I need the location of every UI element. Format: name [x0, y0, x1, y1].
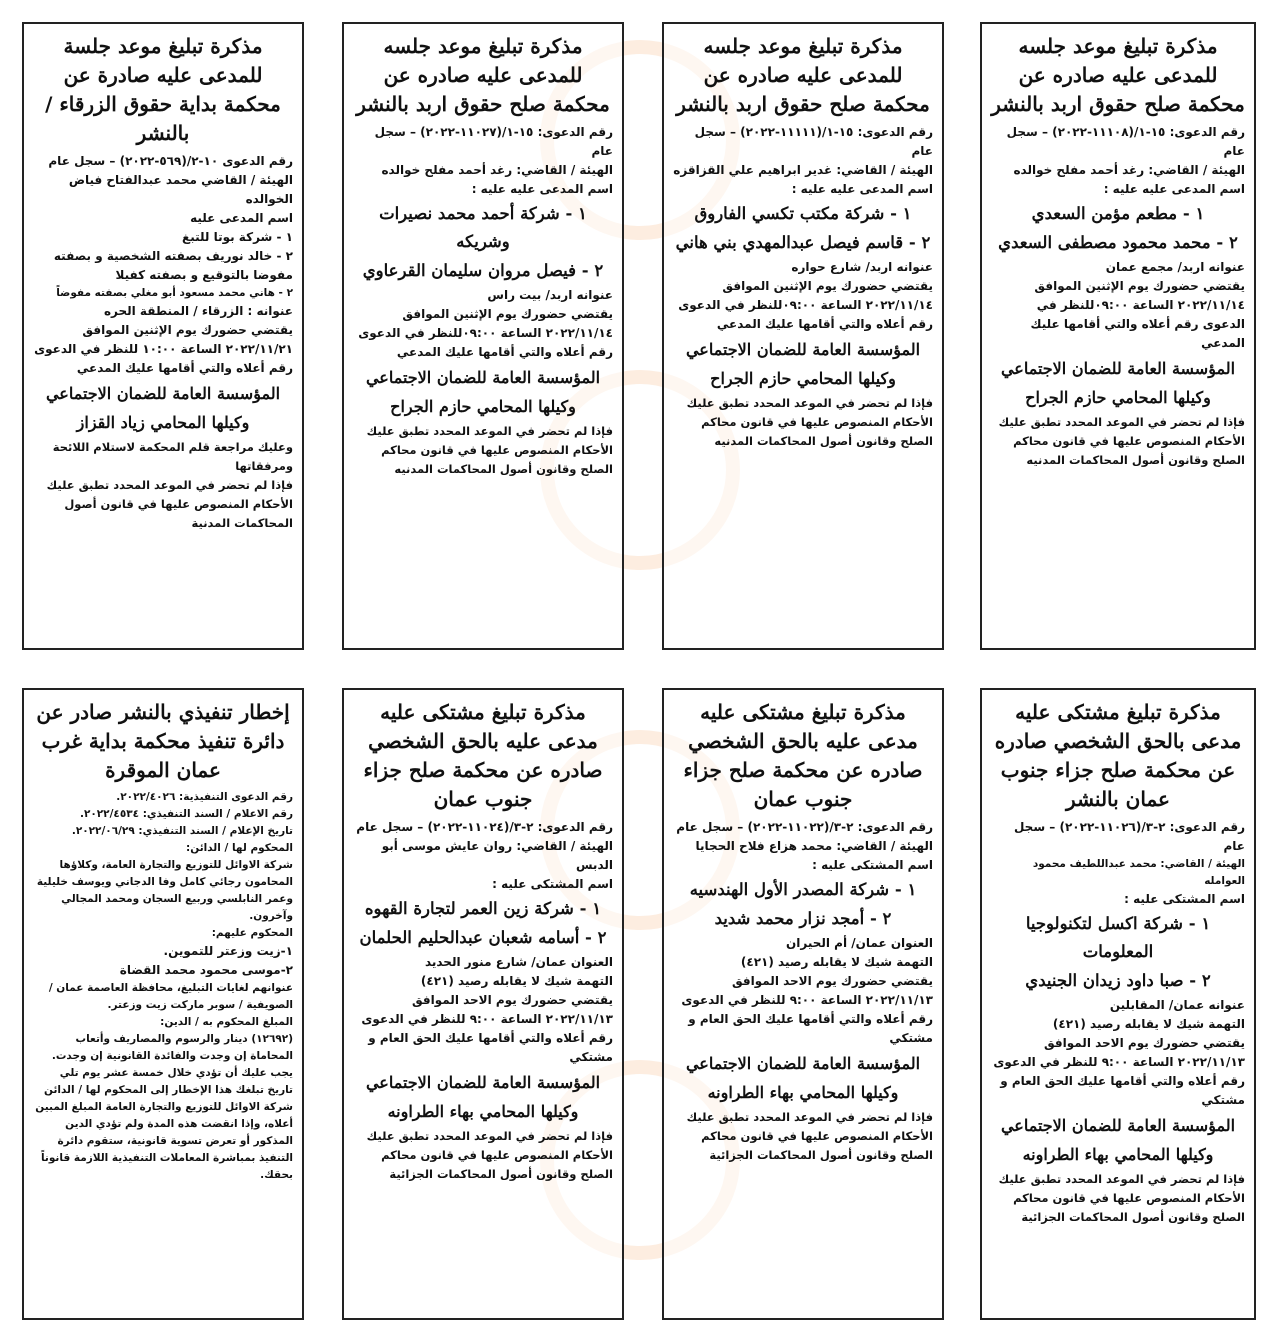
notice-line: اسم المشتكى عليه :	[1124, 892, 1245, 906]
notice-line: اسم المدعى عليه عليه :	[1103, 182, 1245, 196]
notice-line: العنوان عمان/ شارع منور الحديد	[424, 955, 613, 969]
notice-line: اسم المدعى عليه عليه :	[471, 182, 613, 196]
notice-box-1	[980, 22, 1256, 650]
notice-line: عنوانه : الزرقاء / المنطقة الحره	[103, 304, 293, 318]
notice-line: وكيلها المحامي حازم الجراح	[1025, 388, 1211, 407]
notice-line: ١ - شركة بوتا للتبغ	[182, 230, 293, 244]
notice-line: التهمة شيك لا يقابله رصيد (٤٢١)	[740, 955, 933, 969]
notice-line: ١-زيت وزعتر للتموين.	[163, 944, 293, 958]
notice-line: عنوانه اربد/ شارع حواره	[791, 260, 933, 274]
notice-line: رقم الدعوى: ٢-٣/(١١٠٢٤-٢٠٢٢) – سجل عام	[356, 820, 613, 834]
notice-line: عنوانهم لغايات التبليغ، محافظة العاصمة عمان / الصويفية / سوبر ماركت زيت وزعتر.	[48, 982, 293, 1011]
notice-line: ٢ - أمجد نزار محمد شديد	[714, 909, 892, 928]
notice-line: رقم الدعوى: ٢-٣/(١١٠٢٦-٢٠٢٢) – سجل عام	[1013, 820, 1245, 853]
notice-line: يقتضي حضورك يوم الإثنين الموافق ٢٠٢٢/١١/٢١ الساعة ١٠:٠٠ للنظر في الدعوى رقم أعلاه والتي أقامها عليك المدعي	[34, 323, 293, 375]
notice-line: ٢ - قاسم فيصل عبدالمهدي بني هاني	[675, 233, 931, 252]
notice-line: يقتضي حضورك يوم الإثنين الموافق ٢٠٢٢/١١/١٤ الساعة ٠٩:٠٠للنظر في الدعوى رقم أعلاه والتي أقامها عليك المدعي	[358, 307, 613, 359]
notice-line: يقتضي حضورك يوم الإثنين الموافق ٢٠٢٢/١١/١٤ الساعة ٠٩:٠٠للنظر في الدعوى رقم أعلاه والتي أقامها عليك المدعي	[1030, 279, 1245, 350]
notice-line: فإذا لم تحضر في الموعد المحدد تطبق عليك الأحكام المنصوص عليها في قانون محاكم الصلح وقانون أصول المحاكمات المدنيه	[366, 424, 613, 476]
notice-line: ١ - شركة أحمد محمد نصيرات وشريكه	[379, 204, 587, 251]
notice-line: يقتضي حضورك يوم الإثنين الموافق ٢٠٢٢/١١/١٤ الساعة ٠٩:٠٠للنظر في الدعوى رقم أعلاه والتي أقامها عليك المدعي	[678, 279, 933, 331]
notice-line: فإذا لم تحضر في الموعد المحدد تطبق عليك الأحكام المنصوص عليها في قانون محاكم الصلح وقانون أصول المحاكمات الجزائية	[686, 1110, 933, 1162]
notice-line: الهيئة / القاضي: محمد عبداللطيف محمود العوامله	[1032, 858, 1245, 887]
notice-line: فإذا لم تحضر في الموعد المحدد تطبق عليك الأحكام المنصوص عليها في قانون أصول المحاكمات المدنية	[46, 478, 293, 530]
notice-box-3	[342, 22, 624, 650]
notice-line: ٢ - صبا داود زيدان الجنيدي	[1025, 971, 1211, 990]
notice-title: إخطار تنفيذي بالنشر صادر عن دائرة تنفيذ محكمة بداية غرب عمان الموقرة	[36, 700, 290, 782]
notice-line: عنوانه اربد/ مجمع عمان	[1105, 260, 1245, 274]
notice-line: وكيلها المحامي زياد القزاز	[76, 413, 250, 432]
notice-line: يقتضي حضورك يوم الاحد الموافق ٢٠٢٢/١١/١٣ الساعة ٩:٠٠ للنظر في الدعوى رقم أعلاه والتي أقامها عليك الحق العام و مشتكي	[361, 993, 613, 1064]
notice-line: اسم المدعى عليه	[190, 211, 293, 225]
notice-title: مذكرة تبليغ موعد جلسه للمدعى عليه صادره عن محكمة صلح حقوق اربد بالنشر	[676, 34, 930, 116]
notice-line: ١ - شركة المصدر الأول الهندسيه	[689, 880, 917, 899]
notice-line: رقم الدعوى: ١٥-١/(١١٠٢٧-٢٠٢٢) – سجل عام	[374, 125, 613, 158]
notice-line: ٢ - خالد نوريف بصفته الشخصية و بصفته مفوضا بالتوقيع و بصفته كفيلا	[53, 249, 293, 282]
notice-title: مذكرة تبليغ مشتكى عليه مدعى عليه بالحق الشخصي صادره عن محكمة صلح جزاء جنوب عمان	[683, 700, 923, 811]
notice-line: التهمة شيك لا يقابله رصيد (٤٢١)	[420, 974, 613, 988]
notice-line: ١ - شركة اكسل لتكنولوجيا المعلومات	[1025, 914, 1211, 961]
notice-line: رقم الاعلام / السند التنفيذي: ٢٠٢٢/٤٥٣٤.	[79, 808, 293, 820]
notice-line: الهيئة / القاضي: رغد أحمد مفلح خوالده	[381, 163, 613, 177]
notice-line: رقم الدعوى: ٢-٣/(١١٠٢٢-٢٠٢٢) – سجل عام	[676, 820, 933, 834]
notice-box-8	[22, 688, 304, 1320]
notice-line: رقم الدعوى: ١٥-١/(١١١٠٨-٢٠٢٢) – سجل عام	[1006, 125, 1245, 158]
notice-line: المؤسسة العامة للضمان الاجتماعي	[365, 1073, 601, 1092]
notice-box-7	[342, 688, 624, 1320]
notice-line: المؤسسة العامة للضمان الاجتماعي	[1000, 359, 1236, 378]
notice-line: ٢ - أسامه شعبان عبدالحليم الحلمان	[359, 928, 607, 947]
notice-line: المبلغ المحكوم به / الدين:	[160, 1016, 293, 1028]
notice-line: الهيئة / القاضي: غدير ابراهيم علي القزاقزه	[673, 163, 933, 177]
notice-line: رقم الدعوى: ١٥-١/(١١١١١-٢٠٢٢) – سجل عام	[694, 125, 933, 158]
notice-line: المؤسسة العامة للضمان الاجتماعي	[685, 1054, 921, 1073]
notice-line: المؤسسة العامة للضمان الاجتماعي	[685, 340, 921, 359]
notice-box-6	[662, 688, 944, 1320]
notice-line: ٢ - هاني محمد مسعود أبو مغلي بصفته مفوضاً	[56, 287, 293, 299]
notice-box-4	[22, 22, 304, 650]
notice-line: وكيلها المحامي حازم الجراح	[390, 397, 576, 416]
notice-line: الهيئة / القاضي محمد عبدالفتاح فياض الخوالده	[68, 173, 293, 206]
notice-line: فإذا لم تحضر في الموعد المحدد تطبق عليك الأحكام المنصوص عليها في قانون محاكم الصلح وقانون أصول المحاكمات المدنيه	[686, 396, 933, 448]
notice-line: الهيئة / القاضي: رغد أحمد مفلح خوالده	[1013, 163, 1245, 177]
notice-line: وكيلها المحامي حازم الجراح	[710, 369, 896, 388]
notice-line: ١ - شركة زين العمر لتجارة القهوه	[364, 899, 602, 918]
notice-box-5	[980, 688, 1256, 1320]
notice-title: مذكرة تبليغ موعد جلسه للمدعى عليه صادره عن محكمة صلح حقوق اربد بالنشر	[991, 34, 1245, 116]
notice-line: ١ - شركة مكتب تكسي الفاروق	[694, 204, 912, 223]
notice-title: مذكرة تبليغ موعد جلسه للمدعى عليه صادره عن محكمة صلح حقوق اربد بالنشر	[356, 34, 610, 116]
notice-line: وكيلها المحامي بهاء الطراونه	[387, 1102, 579, 1121]
notice-line: اسم المدعى عليه عليه :	[791, 182, 933, 196]
notice-line: المؤسسة العامة للضمان الاجتماعي	[45, 384, 281, 403]
notice-line: المؤسسة العامة للضمان الاجتماعي	[365, 368, 601, 387]
notice-line: تاريخ الإعلام / السند التنفيذي: ٢٠٢٢/٠٦/٢٩.	[71, 825, 293, 837]
notice-line: اسم المشتكى عليه :	[812, 858, 933, 872]
notice-line: عنوانه اربد/ بيت راس	[487, 288, 613, 302]
notice-line: المؤسسة العامة للضمان الاجتماعي	[1000, 1116, 1236, 1135]
notice-title: مذكرة تبليغ موعد جلسة للمدعى عليه صادرة عن محكمة بداية حقوق الزرقاء / بالنشر	[45, 34, 281, 145]
notice-line: يجب عليك أن تؤدي خلال خمسة عشر يوم تلي تاريخ تبلغك هذا الإخطار إلى المحكوم لها / الدائن شركة الاوائل للتوزيع والتجارة العامة المبلغ المبين أعلاه، وإذا انقضت هذه المدة ولم تؤدي الدين المذكور أو تعرض تسوية قانونية، ستقوم دائرة التنفيذ بمباشرة المعاملات التنفيذية اللازمة قانوناً بحقك.	[35, 1067, 293, 1181]
notice-line: ٢ - محمد محمود مصطفى السعدي	[998, 233, 1238, 252]
notice-line: يقتضي حضورك يوم الاحد الموافق ٢٠٢٢/١١/١٣ الساعة ٩:٠٠ للنظر في الدعوى رقم أعلاه والتي أقامها عليك الحق العام و مشتكي	[993, 1036, 1245, 1107]
notice-title: مذكرة تبليغ مشتكى عليه مدعى بالحق الشخصي صادره عن محكمة صلح جزاء جنوب عمان بالنشر	[994, 700, 1242, 811]
notice-line: الهيئة / القاضي: روان عايش موسى أبو الدبس	[381, 839, 613, 872]
notice-line: رقم الدعوى ١٠-٢/(٥٦٩-٢٠٢٢) – سجل عام	[48, 154, 293, 168]
notice-line: العنوان عمان/ أم الحيران	[786, 936, 933, 950]
notice-line: التهمة شيك لا يقابله رصيد (٤٢١)	[1052, 1017, 1245, 1031]
notice-line: عنوانه عمان/ المقابلين	[1109, 998, 1245, 1012]
notice-line: ٢ - فيصل مروان سليمان القرعاوي	[362, 261, 604, 280]
notice-title: مذكرة تبليغ مشتكى عليه مدعى عليه بالحق الشخصي صادره عن محكمة صلح جزاء جنوب عمان	[363, 700, 603, 811]
notice-line: اسم المشتكى عليه :	[492, 877, 613, 891]
notice-line: شركة الاوائل للتوزيع والتجارة العامة، وكلاؤها المحامون رجائي كامل وفا الدجاني ويوسف خليلية وعمر النابلسي وربيع السجان ومحمد المجالي وآخرون.	[36, 859, 293, 922]
notice-line: ٢-موسى محمود محمد القضاة	[119, 963, 293, 977]
notice-line: فإذا لم تحضر في الموعد المحدد تطبق عليك الأحكام المنصوص عليها في قانون محاكم الصلح وقانون أصول المحاكمات الجزائية	[998, 1172, 1245, 1224]
notice-line: فإذا لم تحضر في الموعد المحدد تطبق عليك الأحكام المنصوص عليها في قانون محاكم الصلح وقانون أصول المحاكمات الجزائية	[366, 1129, 613, 1181]
notice-line: المحكوم لها / الدائن:	[186, 842, 293, 854]
notice-line: وعليك مراجعة قلم المحكمة لاستلام اللائحة ومرفقاتها	[52, 440, 293, 473]
notice-box-2	[662, 22, 944, 650]
notice-line: (١٢٦٩٢) دينار والرسوم والمصاريف وأتعاب المحاماة إن وجدت والفائدة القانونية إن وجدت.	[51, 1033, 293, 1062]
notice-line: فإذا لم تحضر في الموعد المحدد تطبق عليك الأحكام المنصوص عليها في قانون محاكم الصلح وقانون أصول المحاكمات المدنيه	[998, 415, 1245, 467]
notice-line: وكيلها المحامي بهاء الطراونه	[707, 1083, 899, 1102]
notice-line: الهيئة / القاضي: محمد هزاع فلاح الحجايا	[695, 839, 933, 853]
notice-line: يقتضي حضورك يوم الاحد الموافق ٢٠٢٢/١١/١٣ الساعة ٩:٠٠ للنظر في الدعوى رقم أعلاه والتي أقامها عليك الحق العام و مشتكي	[681, 974, 933, 1045]
notice-line: ١ - مطعم مؤمن السعدي	[1031, 204, 1205, 223]
notice-line: المحكوم عليهم:	[211, 927, 293, 939]
notice-line: رقم الدعوى التنفيذية: ٢٠٢٢/٤٠٢٦.	[116, 791, 293, 803]
notice-line: وكيلها المحامي بهاء الطراونه	[1022, 1145, 1214, 1164]
